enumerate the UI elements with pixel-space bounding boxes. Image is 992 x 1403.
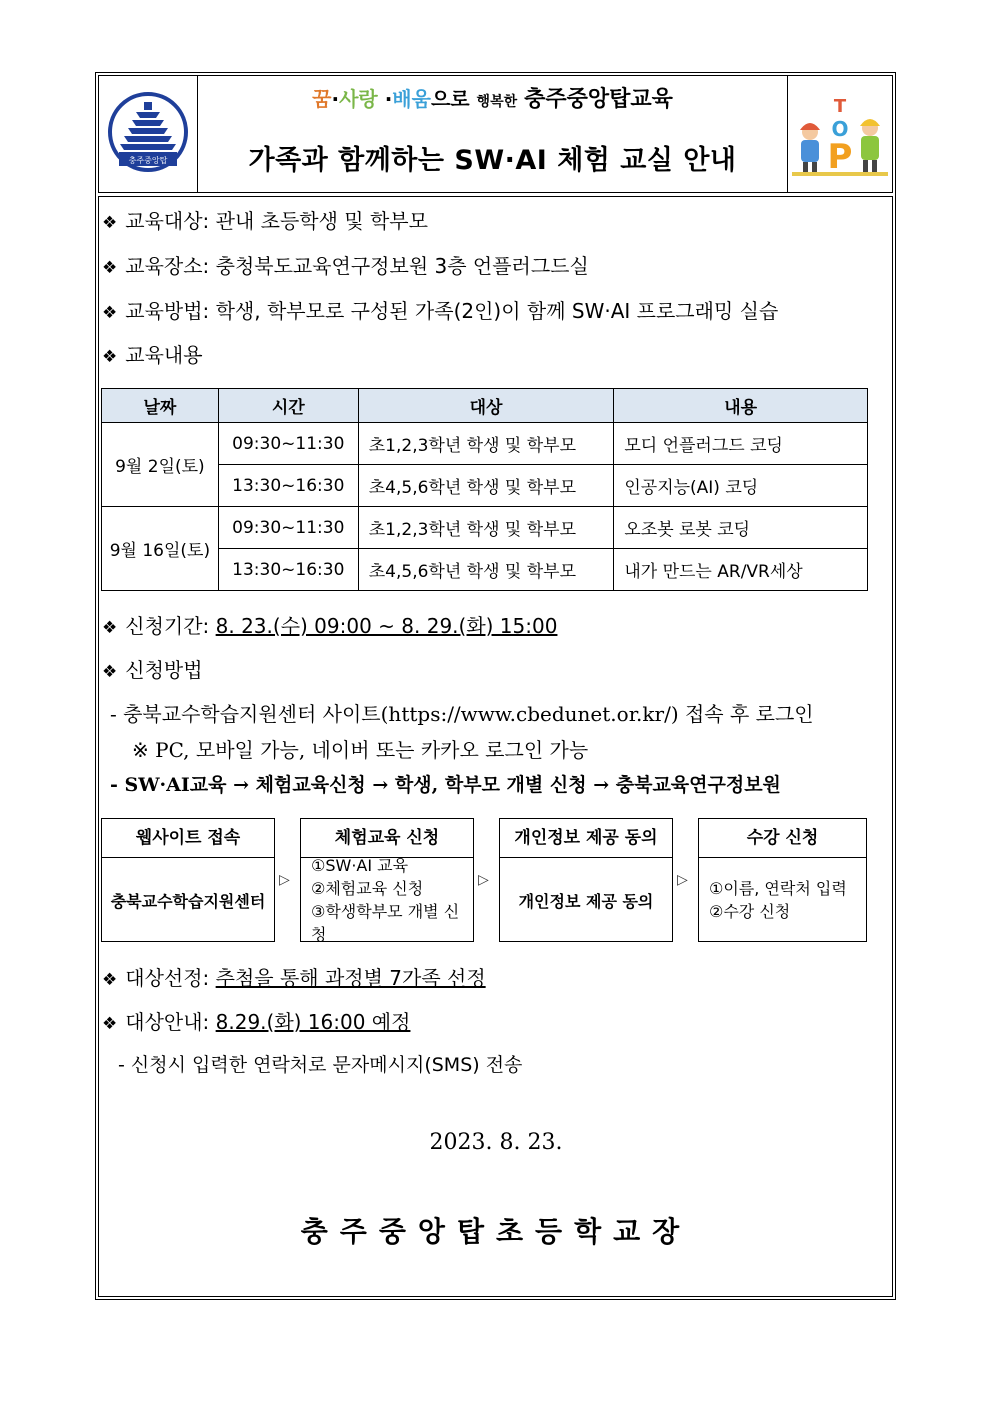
flow-step-4-line: ②수강 신청 xyxy=(709,902,791,921)
info-place xyxy=(102,250,589,279)
logo-text: 충주중앙탑 xyxy=(128,156,168,165)
info-method xyxy=(102,295,778,324)
selection-label: 대상선정: xyxy=(125,966,216,990)
info-place-text: 교육장소: 충청북도교육연구정보원 3층 언플러그드실 xyxy=(125,254,589,278)
header-target: 대상 xyxy=(358,389,614,423)
slogan-school: 충주중앙탑교육 xyxy=(524,87,673,112)
diamond-bullet-icon: ❖ xyxy=(102,213,118,233)
flow-step-2 xyxy=(300,818,474,942)
header-time: 시간 xyxy=(218,389,358,423)
flow-step-4-title: 수강 신청 xyxy=(699,819,866,858)
principal-signature: 충주중앙탑초등학교장 xyxy=(300,1215,692,1248)
diamond-bullet-icon: ❖ xyxy=(102,303,118,323)
flow-step-4-body xyxy=(699,858,866,942)
apply-period xyxy=(102,610,557,639)
flow-step-2-body xyxy=(301,858,473,942)
apply-method xyxy=(102,654,203,683)
info-method-text: 교육방법: 학생, 학부모로 구성된 가족(2인)이 함께 SW·AI 프로그래밍 실습 xyxy=(125,299,779,323)
flow-step-4-line: ①이름, 연락처 입력 xyxy=(709,879,847,898)
mascot-icon xyxy=(788,76,892,192)
flow-step-3-body xyxy=(500,858,672,942)
slogan-dot-1: · xyxy=(331,87,340,111)
diamond-bullet-icon: ❖ xyxy=(102,258,118,278)
flow-step-4 xyxy=(698,818,867,942)
table-row xyxy=(102,423,868,465)
apply-line-2: ※ PC, 모바일 가능, 네이버 또는 카카오 로그인 가능 xyxy=(132,738,589,762)
document-date: 2023. 8. 23. xyxy=(429,1130,563,1155)
flow-step-1 xyxy=(101,818,275,942)
slogan-learning: 배움 xyxy=(392,87,431,111)
slogan-suffix-1: 으로 xyxy=(430,87,470,111)
info-content xyxy=(102,339,203,368)
selection-note: - 신청시 입력한 연락처로 문자메시지(SMS) 전송 xyxy=(118,1054,523,1076)
apply-period-label: 신청기간: xyxy=(125,614,216,638)
table-row xyxy=(102,507,868,549)
apply-line-3: - SW·AI교육 → 체험교육신청 → 학생, 학부모 개별 신청 → 충북교육연구정보원 xyxy=(110,774,781,796)
header-date: 날짜 xyxy=(102,389,219,423)
schedule-table xyxy=(101,388,868,591)
flow-step-2-title: 체험교육 신청 xyxy=(301,819,473,858)
header-content: 내용 xyxy=(614,389,868,423)
selection xyxy=(102,962,486,991)
cell-content: 모디 언플러그드 코딩 xyxy=(614,423,868,465)
flow-step-1-line: 충북교수학습지원센터 xyxy=(110,891,266,911)
cell-content: 인공지능(AI) 코딩 xyxy=(614,465,868,507)
cell-content: 오조봇 로봇 코딩 xyxy=(614,507,868,549)
diamond-bullet-icon: ❖ xyxy=(102,1014,118,1034)
diamond-bullet-icon: ❖ xyxy=(102,618,118,638)
selection-value: 추첨을 통해 과정별 7가족 선정 xyxy=(215,966,486,990)
mascot-cell xyxy=(787,76,892,192)
selection-notice xyxy=(102,1006,410,1035)
info-content-label: 교육내용 xyxy=(125,343,203,367)
page-title: 가족과 함께하는 SW·AI 체험 교실 안내 xyxy=(248,145,737,176)
cell-time: 09:30~11:30 xyxy=(218,423,358,465)
mascot-letter-t: T xyxy=(833,96,847,117)
flow-arrow-icon: ▷ xyxy=(677,872,688,888)
slogan xyxy=(197,82,788,113)
cell-time: 13:30~16:30 xyxy=(218,549,358,591)
cell-date: 9월 2일(토) xyxy=(102,423,219,507)
flow-step-2-line: ①SW·AI 교육 xyxy=(311,856,409,875)
cell-target: 초1,2,3학년 학생 및 학부모 xyxy=(358,507,614,549)
school-logo-cell xyxy=(99,76,198,192)
flow-step-1-body xyxy=(102,858,274,942)
flow-step-3-title: 개인정보 제공 동의 xyxy=(500,819,672,858)
cell-time: 09:30~11:30 xyxy=(218,507,358,549)
flow-arrow-icon: ▷ xyxy=(478,872,489,888)
slogan-suffix-2: 행복한 xyxy=(476,94,518,110)
apply-line-1: - 충북교수학습지원센터 사이트(https://www.cbedunet.or.kr/) 접속 후 로그인 xyxy=(110,702,814,726)
selection-notice-label: 대상안내: xyxy=(125,1010,216,1034)
flow-step-2-line: ③학생학부모 개별 신청 xyxy=(311,902,460,944)
slogan-dream: 꿈 xyxy=(312,87,332,111)
diamond-bullet-icon: ❖ xyxy=(102,970,118,990)
info-target xyxy=(102,205,428,234)
cell-target: 초1,2,3학년 학생 및 학부모 xyxy=(358,423,614,465)
flow-step-2-line: ②체험교육 신청 xyxy=(311,879,424,898)
table-header-row xyxy=(102,389,868,423)
cell-date: 9월 16일(토) xyxy=(102,507,219,591)
apply-period-value: 8. 23.(수) 09:00 ~ 8. 29.(화) 15:00 xyxy=(215,614,558,638)
school-logo-icon xyxy=(99,76,197,192)
cell-target: 초4,5,6학년 학생 및 학부모 xyxy=(358,549,614,591)
mascot-letter-p: P xyxy=(827,137,853,177)
mascot-letter-o: O xyxy=(831,117,849,141)
flow-step-1-title: 웹사이트 접속 xyxy=(102,819,274,858)
flow-step-3-line: 개인정보 제공 동의 xyxy=(518,891,654,911)
cell-content: 내가 만드는 AR/VR세상 xyxy=(614,549,868,591)
flow-arrow-icon: ▷ xyxy=(279,872,290,888)
selection-notice-value: 8.29.(화) 16:00 예정 xyxy=(215,1010,411,1034)
apply-method-label: 신청방법 xyxy=(125,658,203,682)
diamond-bullet-icon: ❖ xyxy=(102,662,118,682)
flow-step-3 xyxy=(499,818,673,942)
cell-time: 13:30~16:30 xyxy=(218,465,358,507)
header-box xyxy=(98,75,893,193)
cell-target: 초4,5,6학년 학생 및 학부모 xyxy=(358,465,614,507)
slogan-dot-2: · xyxy=(384,87,393,111)
info-target-text: 교육대상: 관내 초등학생 및 학부모 xyxy=(125,209,428,233)
slogan-love: 사랑 xyxy=(339,87,378,111)
diamond-bullet-icon: ❖ xyxy=(102,347,118,367)
